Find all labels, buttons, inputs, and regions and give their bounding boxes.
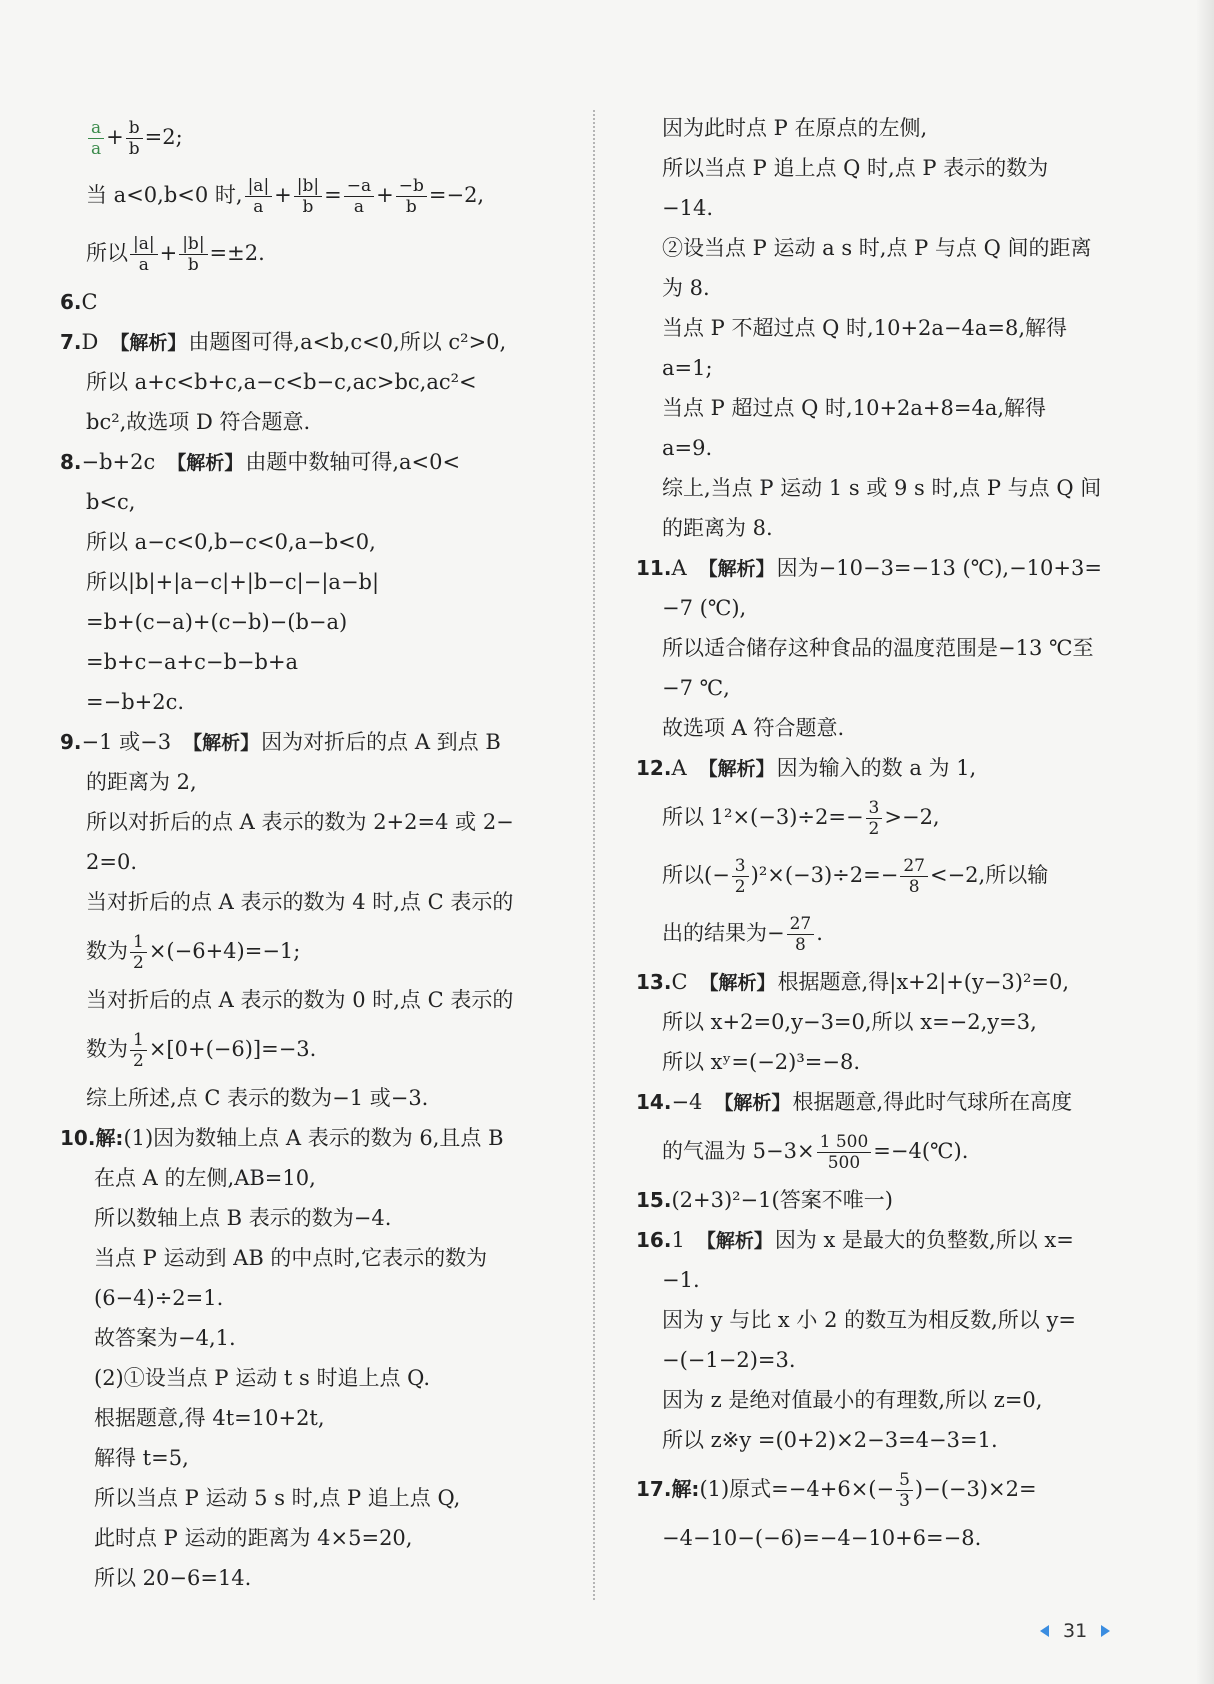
fraction: $\frac{a}{a}$	[88, 118, 104, 159]
answer-12: 12.A【 解析 】 因为输入的数 a 为 1,	[636, 748, 1146, 788]
answer-9-line: 当对折后的点 A 表示的数为 4 时,点 C 表示的	[86, 890, 514, 914]
right-column	[636, 108, 1146, 1558]
answer-9-line: 综上所述,点 C 表示的数为−1 或−3.	[86, 1086, 429, 1110]
answer-10-line: 在点 A 的左侧,AB=10,	[94, 1166, 316, 1190]
answer-8-line: b<c,	[86, 490, 136, 514]
answer-12-line: 所以 1²×(−3)÷2=− $\frac{3}{2}$ >−2,	[662, 798, 940, 839]
answer-12-line: 所以(− $\frac{3}{2}$ )²×(−3)÷2=− $\frac{27}{8}$ <−2,所以输	[662, 856, 1049, 897]
answer-17: 17.解:(1)原式=−4+6×(− $\frac{5}{3}$ )−(−3)×2=	[636, 1470, 1037, 1511]
answer-7-line: 所以 a+c<b+c,a−c<b−c,ac>bc,ac²<	[86, 370, 477, 394]
answer-15: 15.(2+3)²−1(答案不唯一)	[636, 1188, 893, 1212]
answer-16: 16.1【 解析 】 因为 x 是最大的负整数,所以 x=	[636, 1220, 1146, 1260]
answer-6: 6.C	[60, 290, 98, 314]
answer-8-line: 所以 a−c<0,b−c<0,a−b<0,	[86, 530, 376, 554]
answer-10-cont-line: 综上,当点 P 运动 1 s 或 9 s 时,点 P 与点 Q 间	[662, 476, 1102, 500]
fraction: $\frac{b}{b}$	[126, 118, 143, 159]
page-number-nav	[1040, 1620, 1110, 1642]
continued-line-1: $\frac{a}{a}$ + $\frac{b}{b}$ =2;	[60, 108, 570, 166]
answer-12-line: 出的结果为− $\frac{27}{8}$ .	[662, 914, 823, 955]
answer-10-cont-line: a=1;	[662, 356, 713, 380]
continued-line-3: 所以 $\frac{|a|}{a}$ + $\frac{|b|}{b}$ =±2.	[86, 234, 265, 275]
answer-9-line: 当对折后的点 A 表示的数为 0 时,点 C 表示的	[86, 988, 514, 1012]
answer-10: 10.解:(1)因为数轴上点 A 表示的数为 6,且点 B	[60, 1126, 504, 1150]
answer-10-cont-line: −14.	[662, 196, 713, 220]
answer-16-line: −1.	[662, 1268, 700, 1292]
answer-10-line: 解得 t=5,	[94, 1446, 189, 1470]
answer-10-line: 当点 P 运动到 AB 的中点时,它表示的数为	[94, 1246, 488, 1270]
answer-10-cont-line: 为 8.	[662, 276, 710, 300]
answer-9-line: 2=0.	[86, 850, 137, 874]
answer-10-line: (2)①设当点 P 运动 t s 时追上点 Q.	[94, 1366, 430, 1390]
continued-line-2: 当 a<0,b<0 时, $\frac{|a|}{a}$ + $\frac{|b|}{b}$ = $\frac{-a}{a}$ + $\frac{-b}{b}$ =−2,	[86, 176, 485, 217]
answer-10-cont-line: 因为此时点 P 在原点的左侧,	[662, 116, 928, 140]
answer-10-line: 所以当点 P 运动 5 s 时,点 P 追上点 Q,	[94, 1486, 461, 1510]
answer-9-line: 的距离为 2,	[86, 770, 197, 794]
answer-11: 11.A【 解析 】 因为−10−3=−13 (℃),−10+3=	[636, 548, 1146, 588]
answer-8-line: 所以|b|+|a−c|+|b−c|−|a−b|	[86, 570, 380, 594]
answer-16-line: −(−1−2)=3.	[662, 1348, 796, 1372]
answer-8-line: =−b+2c.	[86, 690, 185, 714]
answer-9: 9.−1 或−3【 解析 】 因为对折后的点 A 到点 B	[60, 722, 570, 762]
answer-10-line: 此时点 P 运动的距离为 4×5=20,	[94, 1526, 413, 1550]
answer-7: 7.D【 解析 】 由题图可得,a<b,c<0,所以 c²>0,	[60, 322, 570, 362]
answer-9-line: 所以对折后的点 A 表示的数为 2+2=4 或 2−	[86, 810, 514, 834]
answer-11-line: −7 (℃),	[662, 596, 747, 620]
answer-13-line: 所以 xʸ=(−2)³=−8.	[662, 1050, 860, 1074]
answer-13-line: 所以 x+2=0,y−3=0,所以 x=−2,y=3,	[662, 1010, 1037, 1034]
answer-7-line: bc²,故选项 D 符合题意.	[86, 410, 311, 434]
page-edge-shadow	[1196, 0, 1214, 1684]
answer-14-line: 的气温为 5−3× $\frac{1 500}{500}$ =−4(℃).	[662, 1132, 969, 1173]
answer-14: 14.−4【 解析 】 根据题意,得此时气球所在高度	[636, 1082, 1146, 1122]
answer-11-line: −7 ℃,	[662, 676, 730, 700]
answer-16-line: 因为 z 是绝对值最小的有理数,所以 z=0,	[662, 1388, 1043, 1412]
answer-10-cont-line: a=9.	[662, 436, 713, 460]
left-column	[60, 108, 570, 1598]
answer-16-line: 因为 y 与比 x 小 2 的数互为相反数,所以 y=	[662, 1308, 1076, 1332]
answer-11-line: 故选项 A 符合题意.	[662, 716, 845, 740]
answer-16-line: 所以 z※y =(0+2)×2−3=4−3=1.	[662, 1428, 998, 1452]
page-number: 31	[1063, 1620, 1088, 1642]
column-divider	[593, 110, 595, 1600]
answer-8: 8.−b+2c【 解析 】 由题中数轴可得,a<0<	[60, 442, 570, 482]
triangle-left-icon	[1040, 1625, 1049, 1637]
answer-9-line: 数为 $\frac{1}{2}$ ×(−6+4)=−1;	[86, 932, 301, 973]
answer-10-cont-line: 当点 P 超过点 Q 时,10+2a+8=4a,解得	[662, 396, 1047, 420]
answer-13: 13.C【 解析 】 根据题意,得|x+2|+(y−3)²=0,	[636, 962, 1146, 1002]
answer-9-line: 数为 $\frac{1}{2}$ ×[0+(−6)]=−3.	[86, 1030, 317, 1071]
answer-10-line: (6−4)÷2=1.	[94, 1286, 224, 1310]
answer-8-line: =b+(c−a)+(c−b)−(b−a)	[86, 610, 348, 634]
answer-10-cont-line: ②设当点 P 运动 a s 时,点 P 与点 Q 间的距离	[662, 236, 1092, 260]
answer-10-cont-line: 当点 P 不超过点 Q 时,10+2a−4a=8,解得	[662, 316, 1068, 340]
answer-10-cont-line: 的距离为 8.	[662, 516, 773, 540]
answer-10-line: 所以 20−6=14.	[94, 1566, 252, 1590]
answer-17-line: −4−10−(−6)=−4−10+6=−8.	[662, 1526, 982, 1550]
answer-11-line: 所以适合储存这种食品的温度范围是−13 ℃至	[662, 636, 1094, 660]
answer-10-line: 故答案为−4,1.	[94, 1326, 236, 1350]
answer-8-line: =b+c−a+c−b−b+a	[86, 650, 299, 674]
answer-10-line: 所以数轴上点 B 表示的数为−4.	[94, 1206, 392, 1230]
answer-10-line: 根据题意,得 4t=10+2t,	[94, 1406, 325, 1430]
triangle-right-icon	[1101, 1625, 1110, 1637]
answer-10-cont-line: 所以当点 P 追上点 Q 时,点 P 表示的数为	[662, 156, 1049, 180]
